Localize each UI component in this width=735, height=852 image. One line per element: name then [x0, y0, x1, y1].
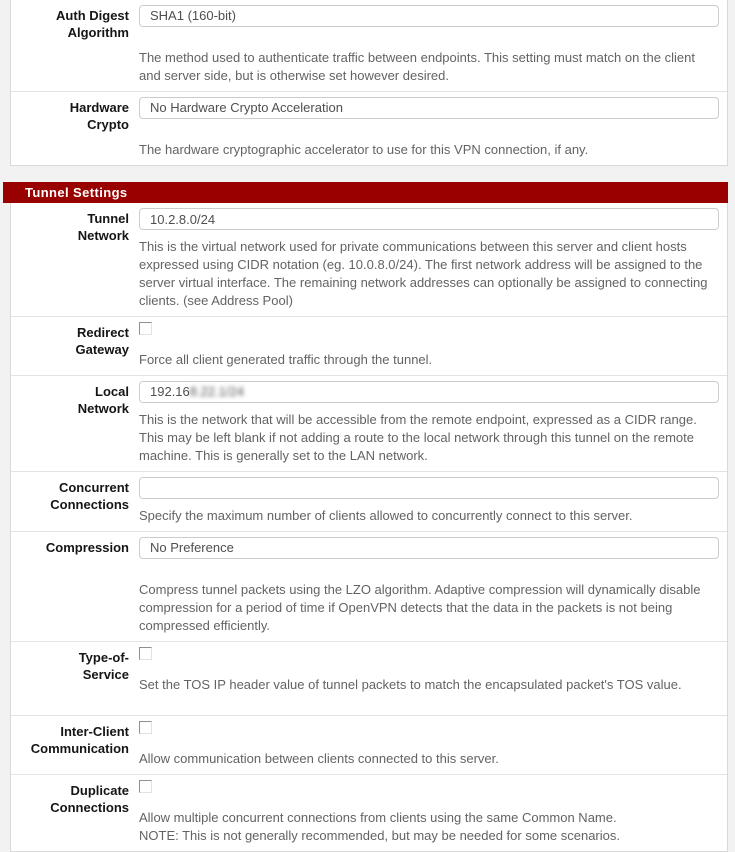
local-network-value-visible: 192.16 — [150, 384, 190, 399]
hardware-crypto-select[interactable]: No Hardware Crypto Acceleration — [139, 97, 719, 119]
field-label-line: Crypto — [87, 117, 129, 132]
field-control-cell — [138, 642, 727, 715]
field-label-line: Network — [77, 228, 129, 243]
tunnel-settings-panel — [10, 203, 728, 852]
field-control-cell — [138, 317, 727, 375]
row-tunnel-network — [11, 203, 727, 317]
field-label-compression — [11, 532, 138, 641]
field-control-cell — [138, 775, 727, 851]
field-help: The hardware cryptographic accelerator to use for this VPN connection, if any. — [139, 142, 589, 157]
field-label-line: Network — [77, 401, 129, 416]
field-label-line: Concurrent — [58, 480, 129, 495]
field-label-line: Redirect — [76, 325, 129, 340]
field-control-cell — [138, 532, 727, 641]
field-help: This is the network that will be accessible from the remote endpoint, expressed as a CIDR range. This may be left blank if not adding a route to the local network through this tunnel on the remote machine. This is generally set to the LAN network. — [139, 412, 697, 463]
field-control-cell — [138, 716, 727, 774]
row-inter-client-communication — [11, 716, 727, 775]
row-duplicate-connections — [11, 775, 727, 851]
duplicate-connections-checkbox[interactable] — [139, 780, 152, 793]
field-help: Set the TOS IP header value of tunnel packets to match the encapsulated packet's TOS value. — [139, 677, 682, 692]
field-label-line: Inter-Client — [60, 724, 129, 739]
field-help-line: NOTE: This is not generally recommended, but may be needed for some scenarios. — [139, 828, 620, 843]
field-control-cell — [138, 203, 727, 316]
redirect-gateway-checkbox[interactable] — [139, 322, 152, 335]
field-label-line: Local — [95, 384, 129, 399]
tunnel-settings-section-header: Tunnel Settings — [3, 182, 728, 203]
field-help-line: Allow multiple concurrent connections from clients using the same Common Name. — [139, 810, 617, 825]
section-gap — [0, 166, 735, 182]
auth-digest-select[interactable]: SHA1 (160-bit) — [139, 5, 719, 27]
row-hardware-crypto — [11, 92, 727, 165]
field-label-redirect-gateway — [11, 317, 138, 375]
field-label-line: Auth Digest — [56, 8, 129, 23]
field-label-local-network — [11, 376, 138, 471]
inter-client-communication-checkbox[interactable] — [139, 721, 152, 734]
field-control-cell — [138, 472, 727, 531]
field-control-cell — [138, 0, 727, 91]
local-network-input[interactable] — [139, 381, 719, 403]
field-label-line: Connections — [50, 800, 129, 815]
row-auth-digest-algorithm — [11, 0, 727, 92]
field-label-line: Gateway — [75, 342, 129, 357]
field-control-cell — [138, 376, 727, 471]
field-label-type-of-service — [11, 642, 138, 715]
compression-select[interactable]: No Preference — [139, 537, 719, 559]
field-label-line: Hardware — [69, 100, 129, 115]
field-label-line: Duplicate — [70, 783, 129, 798]
field-label-line: Service — [82, 667, 129, 682]
field-label-line: Type-of- — [78, 650, 129, 665]
field-help — [139, 809, 719, 845]
field-label-line: Connections — [50, 497, 129, 512]
concurrent-connections-input[interactable] — [139, 477, 719, 499]
row-concurrent-connections — [11, 472, 727, 532]
row-compression — [11, 532, 727, 642]
row-type-of-service — [11, 642, 727, 716]
field-label-line: Tunnel — [87, 211, 129, 226]
type-of-service-checkbox[interactable] — [139, 647, 152, 660]
row-local-network — [11, 376, 727, 472]
field-label-line: Communication — [30, 741, 129, 756]
field-label-duplicate-connections — [11, 775, 138, 851]
tunnel-network-input[interactable] — [139, 208, 719, 230]
field-help: Compress tunnel packets using the LZO algorithm. Adaptive compression will dynamically disable compression for a period of time if OpenVPN detects that the data in the packets is not being compressed efficiently. — [139, 582, 701, 633]
field-control-cell — [138, 92, 727, 165]
field-help: Allow communication between clients connected to this server. — [139, 751, 499, 766]
field-label-concurrent-connections — [11, 472, 138, 531]
field-label-auth-digest-algorithm — [11, 0, 138, 91]
field-help: The method used to authenticate traffic between endpoints. This setting must match on the client and server side, but is otherwise set however desired. — [139, 50, 695, 83]
field-label-tunnel-network — [11, 203, 138, 316]
field-label-line: Compression — [45, 540, 129, 555]
field-help: Specify the maximum number of clients allowed to concurrently connect to this server. — [139, 508, 633, 523]
field-label-hardware-crypto — [11, 92, 138, 165]
field-help: Force all client generated traffic through the tunnel. — [139, 352, 433, 367]
row-redirect-gateway — [11, 317, 727, 376]
crypto-settings-panel — [10, 0, 728, 166]
field-label-inter-client-communication — [11, 716, 138, 774]
field-label-line: Algorithm — [67, 25, 129, 40]
field-help: This is the virtual network used for private communications between this server and client hosts expressed using CIDR notation (eg. 10.0.8.0/24). The first network address will be assigned to the server virtual interface. The remaining network addresses can optionally be assigned to connecting clients. (see Address Pool) — [139, 239, 708, 308]
local-network-value-redacted: 8.22.1/24 — [189, 384, 244, 399]
